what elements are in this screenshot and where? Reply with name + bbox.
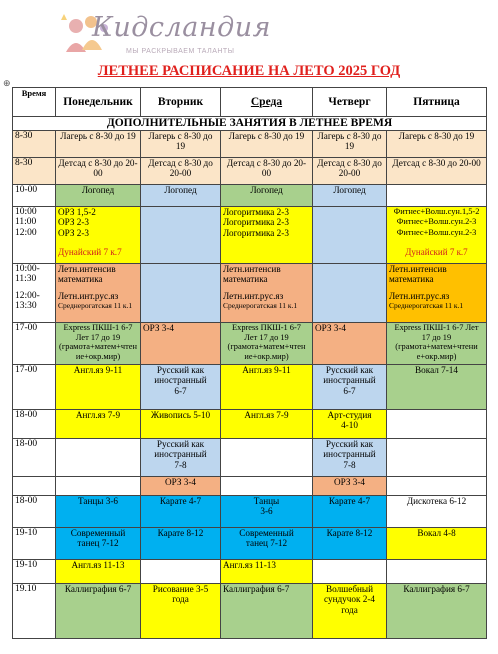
cell-mon: Танцы 3-6 bbox=[56, 496, 141, 528]
cell-wed: Англ.яз 11-13 bbox=[221, 560, 313, 584]
cell-mon: Каллиграфия 6-7 bbox=[56, 584, 141, 639]
cell-thu bbox=[313, 584, 387, 639]
cell-line: иностранный bbox=[154, 449, 207, 460]
cell-line: танец 7-12 bbox=[245, 538, 288, 549]
cell-tue bbox=[141, 365, 221, 410]
cell-line: (грамота+матем+чтен bbox=[227, 342, 306, 352]
cell-line: года bbox=[341, 604, 358, 615]
cell-line: Логоритмика 2-3 bbox=[223, 207, 289, 217]
cell-line: Летн.интенсив bbox=[389, 264, 447, 274]
cell-tue bbox=[141, 560, 221, 584]
cell-line: сундучок 2-4 bbox=[324, 594, 375, 605]
table-row bbox=[13, 584, 487, 639]
header-day-wed: Среда bbox=[221, 88, 313, 117]
cell-thu bbox=[313, 207, 387, 264]
cell-thu bbox=[313, 560, 387, 584]
cell-line: Летн.инт.рус.яз bbox=[223, 290, 284, 301]
cell-fri: Лагерь с 8-30 до 19 bbox=[387, 131, 487, 158]
cell-line: Лет 17 до 19 bbox=[244, 332, 289, 342]
cell-thu: Лагерь с 8-30 до 19 bbox=[313, 131, 387, 158]
cell-thu bbox=[313, 410, 387, 439]
cell-tue: Детсад с 8-30 до 20-00 bbox=[141, 158, 221, 185]
header-row bbox=[13, 88, 487, 117]
cell-line: Express ПКШ-1 6-7 Лет bbox=[394, 323, 479, 332]
cell-thu: Карате 8-12 bbox=[313, 528, 387, 560]
cell-line: Логоритмика 2-3 bbox=[223, 227, 289, 238]
cell-line: Логоритмика 2-3 bbox=[223, 217, 289, 228]
cell-fri bbox=[387, 264, 487, 323]
cell-line: Русский как bbox=[325, 439, 374, 449]
logo-name: Кидсландия bbox=[92, 12, 271, 43]
cell-line: е+окр.мир) bbox=[416, 351, 457, 361]
cell-line: (грамота+матем+чтен bbox=[59, 342, 137, 352]
table-row bbox=[13, 323, 487, 365]
table-row bbox=[13, 185, 487, 207]
cell-line: Express ПКШ-1 6-7 bbox=[63, 323, 133, 332]
table-row bbox=[13, 528, 487, 560]
cell-mon bbox=[56, 264, 141, 323]
cell-line: Современный bbox=[70, 528, 126, 538]
cell-fri bbox=[387, 439, 487, 477]
cell-wed bbox=[221, 264, 313, 323]
cell-fri: Детсад с 8-30 до 20-00 bbox=[387, 158, 487, 185]
banner-row bbox=[13, 117, 487, 131]
cell-mon: Англ.яз 11-13 bbox=[56, 560, 141, 584]
cell-line: 6-7 bbox=[174, 385, 187, 396]
cell-line: Современный bbox=[239, 528, 294, 538]
cell-tue bbox=[141, 264, 221, 323]
cell-line: иностранный bbox=[154, 375, 207, 386]
cell-line: Летн.интенсив bbox=[58, 264, 116, 274]
cell-line: Русский как bbox=[325, 365, 374, 375]
table-row bbox=[13, 410, 487, 439]
cell-mon bbox=[56, 528, 141, 560]
table-row bbox=[13, 158, 487, 185]
cell-line: танец 7-12 bbox=[77, 538, 119, 549]
cell-tue: Карате 8-12 bbox=[141, 528, 221, 560]
cell-fri bbox=[387, 323, 487, 365]
location-note: Дунайский 7 к.7 bbox=[405, 247, 468, 258]
time-cell bbox=[13, 477, 56, 496]
cell-line: ОРЗ 2-3 bbox=[58, 217, 90, 228]
cell-wed bbox=[221, 323, 313, 365]
cell-fri: Дискотека 6-12 bbox=[387, 496, 487, 528]
cell-line: ОРЗ 1,5-2 bbox=[58, 207, 96, 217]
cell-thu: Карате 4-7 bbox=[313, 496, 387, 528]
time-line: 12:00- bbox=[15, 290, 40, 301]
table-row bbox=[13, 207, 487, 264]
cell-line: Летн.инт.рус.яз bbox=[389, 290, 450, 301]
cell-mon bbox=[56, 439, 141, 477]
cell-tue: Лагерь с 8-30 до 19 bbox=[141, 131, 221, 158]
time-line: 13:30 bbox=[15, 301, 37, 312]
time-cell: 18-00 bbox=[13, 410, 56, 439]
cell-wed bbox=[221, 528, 313, 560]
cell-line: Рисование 3-5 bbox=[152, 584, 209, 594]
cell-fri bbox=[387, 477, 487, 496]
time-cell: 19-10 bbox=[13, 560, 56, 584]
cell-line: 6-7 bbox=[343, 385, 356, 396]
cell-fri bbox=[387, 560, 487, 584]
cell-tue: ОРЗ 3-4 bbox=[141, 323, 221, 365]
cell-wed bbox=[221, 477, 313, 496]
cell-thu bbox=[313, 365, 387, 410]
cell-wed: Логопед bbox=[221, 185, 313, 207]
cell-line: иностранный bbox=[323, 375, 376, 386]
table-row bbox=[13, 560, 487, 584]
cell-wed bbox=[221, 207, 313, 264]
time-line: 10:00 bbox=[15, 207, 37, 217]
cell-mon: Англ.яз 7-9 bbox=[56, 410, 141, 439]
time-line: 12:00 bbox=[15, 227, 37, 238]
time-cell bbox=[13, 264, 56, 323]
banner: ДОПОЛНИТЕЛЬНЫЕ ЗАНЯТИЯ В ЛЕТНЕЕ ВРЕМЯ bbox=[13, 117, 487, 131]
cell-tue: Живопись 5-10 bbox=[141, 410, 221, 439]
logo-subtitle: МЫ РАСКРЫВАЕМ ТАЛАНТЫ bbox=[126, 48, 235, 55]
time-line: 10:00- bbox=[15, 264, 40, 274]
time-cell: 19.10 bbox=[13, 584, 56, 639]
cell-line: 17 до 19 bbox=[421, 332, 452, 342]
schedule-table bbox=[12, 87, 487, 639]
cell-line: математика bbox=[58, 274, 103, 285]
cell-mon: Англ.яз 9-11 bbox=[56, 365, 141, 410]
time-cell: 10-00 bbox=[13, 185, 56, 207]
location-note: Дунайский 7 к.7 bbox=[58, 247, 122, 258]
cell-tue bbox=[141, 584, 221, 639]
cell-wed: Англ.яз 9-11 bbox=[221, 365, 313, 410]
cell-line: математика bbox=[223, 274, 268, 285]
cell-line: ОРЗ 2-3 bbox=[58, 227, 90, 238]
cell-tue: Логопед bbox=[141, 185, 221, 207]
cell-thu: ОРЗ 3-4 bbox=[313, 477, 387, 496]
cell-tue bbox=[141, 207, 221, 264]
cell-wed: Англ.яз 7-9 bbox=[221, 410, 313, 439]
table-row bbox=[13, 496, 487, 528]
cell-line: Фитнес+Волш.сун.2-3 bbox=[396, 217, 477, 227]
cell-fri bbox=[387, 410, 487, 439]
cell-line: ие+окр.мир) bbox=[244, 351, 289, 361]
address-note: Среднерогатская 11 к.1 bbox=[389, 301, 464, 311]
cell-fri: Вокал 7-14 bbox=[387, 365, 487, 410]
table-row bbox=[13, 264, 487, 323]
time-line: 11:30 bbox=[15, 274, 37, 285]
cell-line: Волшебный bbox=[325, 584, 374, 594]
cell-thu: Логопед bbox=[313, 185, 387, 207]
header-day-fri: Пятница bbox=[387, 88, 487, 117]
cell-mon: Детсад с 8-30 до 20-00 bbox=[56, 158, 141, 185]
cell-line: 7-8 bbox=[174, 459, 187, 470]
cell-line: Express ПКШ-1 6-7 bbox=[232, 323, 301, 332]
cell-line: Арт-студия bbox=[327, 410, 372, 420]
cell-line: Фитнес+Волш.сун.2-3 bbox=[396, 227, 477, 237]
cell-mon: Логопед bbox=[56, 185, 141, 207]
cell-line: (грамота+матем+чтени bbox=[395, 342, 478, 352]
cell-wed: Детсад с 8-30 до 20-00 bbox=[221, 158, 313, 185]
cell-line: ие+окр.мир) bbox=[75, 351, 121, 361]
cell-mon bbox=[56, 207, 141, 264]
cell-line: Русский как bbox=[156, 365, 205, 375]
cell-thu: Детсад с 8-30 до 20-00 bbox=[313, 158, 387, 185]
cell-thu bbox=[313, 439, 387, 477]
time-line: 11:00 bbox=[15, 217, 37, 228]
header-day-tue: Вторник bbox=[141, 88, 221, 117]
cell-mon bbox=[56, 323, 141, 365]
cell-line: года bbox=[172, 594, 189, 605]
time-cell: 17-00 bbox=[13, 323, 56, 365]
page-title: ЛЕТНЕЕ РАСПИСАНИЕ НА ЛЕТО 2025 ГОД bbox=[97, 63, 401, 79]
cell-fri bbox=[387, 185, 487, 207]
cell-tue: Карате 4-7 bbox=[141, 496, 221, 528]
cell-line: 3-6 bbox=[260, 506, 273, 517]
cell-wed bbox=[221, 496, 313, 528]
header-day-thu: Четверг bbox=[313, 88, 387, 117]
cell-line: Танцы bbox=[253, 496, 280, 506]
header-time: Время bbox=[13, 88, 56, 117]
time-cell: 17-00 bbox=[13, 365, 56, 410]
cell-line: Русский как bbox=[156, 439, 205, 449]
cell-mon: Лагерь с 8-30 до 19 bbox=[56, 131, 141, 158]
cell-tue: ОРЗ 3-4 bbox=[141, 477, 221, 496]
cell-line: Летн.инт.рус.яз bbox=[58, 290, 119, 301]
table-row bbox=[13, 365, 487, 410]
address-note: Среднерогатская 11 к.1 bbox=[58, 301, 133, 311]
cell-line: Фитнес+Волш.сун.1,5-2 bbox=[393, 207, 480, 216]
table-row bbox=[13, 439, 487, 477]
table-row bbox=[13, 131, 487, 158]
cell-line: иностранный bbox=[323, 449, 376, 460]
time-cell: 18-00 bbox=[13, 496, 56, 528]
time-cell: 8-30 bbox=[13, 158, 56, 185]
cell-thu bbox=[313, 264, 387, 323]
cell-wed bbox=[221, 439, 313, 477]
move-anchor-icon[interactable]: ⊕ bbox=[3, 78, 11, 88]
cell-fri: Вокал 4-8 bbox=[387, 528, 487, 560]
cell-line: 4-10 bbox=[341, 420, 358, 431]
cell-line: 7-8 bbox=[343, 459, 356, 470]
cell-wed: Лагерь с 8-30 до 19 bbox=[221, 131, 313, 158]
cell-wed: Каллиграфия 6-7 bbox=[221, 584, 313, 639]
table-row bbox=[13, 477, 487, 496]
cell-mon bbox=[56, 477, 141, 496]
header-day-mon: Понедельник bbox=[56, 88, 141, 117]
time-cell: 8-30 bbox=[13, 131, 56, 158]
cell-tue bbox=[141, 439, 221, 477]
cell-thu: ОРЗ 3-4 bbox=[313, 323, 387, 365]
cell-line: Лет 17 до 19 bbox=[75, 332, 121, 342]
address-note: Среднерогатская 11 к.1 bbox=[223, 301, 298, 311]
time-cell: 19-10 bbox=[13, 528, 56, 560]
cell-fri: Каллиграфия 6-7 bbox=[387, 584, 487, 639]
cell-line: математика bbox=[389, 274, 434, 285]
time-cell bbox=[13, 207, 56, 264]
cell-line: Летн.интенсив bbox=[223, 264, 281, 274]
cell-fri bbox=[387, 207, 487, 264]
time-cell: 18-00 bbox=[13, 439, 56, 477]
